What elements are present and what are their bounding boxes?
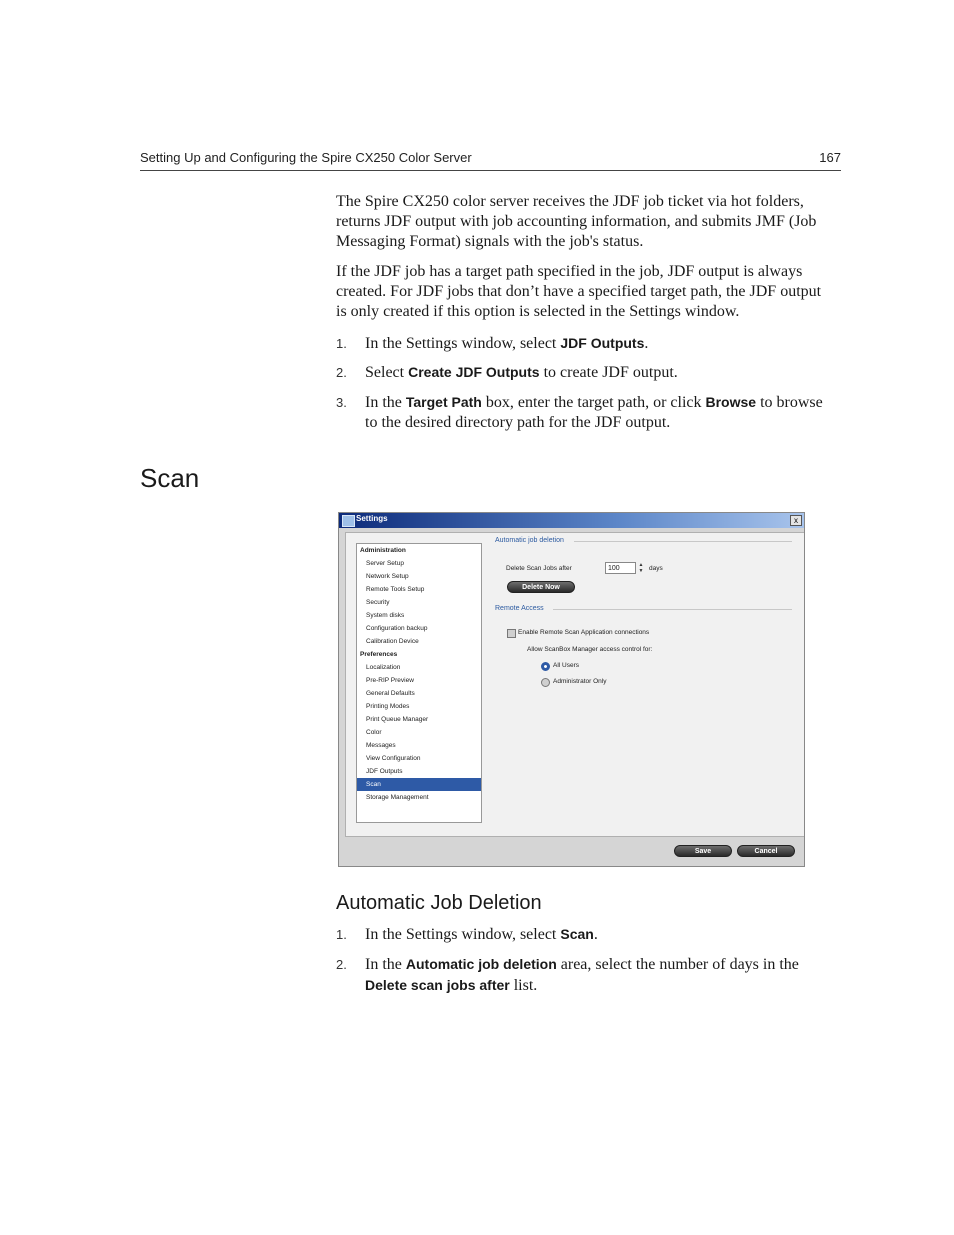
delete-after-input[interactable]: 100 (605, 562, 636, 574)
step-1: 1. In the Settings window, select Scan. (336, 926, 598, 943)
nav-item-network-setup[interactable]: Network Setup (366, 573, 409, 580)
window-titlebar (339, 513, 804, 528)
radio-administrator-only-label: Administrator Only (553, 678, 607, 685)
subsection-title: Automatic Job Deletion (336, 892, 542, 914)
header-title: Setting Up and Configuring the Spire CX250 Color Server (140, 150, 472, 165)
nav-item-remote-tools-setup[interactable]: Remote Tools Setup (366, 586, 425, 593)
step-2: 2. In the Automatic job deletion area, select the number of days in the Delete scan jobs after list. (336, 956, 799, 994)
nav-item-server-setup[interactable]: Server Setup (366, 560, 404, 567)
nav-item-security[interactable]: Security (366, 599, 390, 606)
nav-item-configuration-backup[interactable]: Configuration backup (366, 625, 428, 632)
ui-term: JDF Outputs (560, 335, 645, 351)
nav-item-storage-management[interactable]: Storage Management (366, 794, 429, 801)
ui-term: Create JDF Outputs (408, 364, 540, 380)
window-footer (339, 838, 804, 866)
nav-item-general-defaults[interactable]: General Defaults (366, 690, 415, 697)
nav-item-jdf-outputs[interactable]: JDF Outputs (366, 768, 403, 775)
auto-deletion-group-label: Automatic job deletion (495, 537, 564, 544)
running-header (140, 150, 841, 171)
allow-access-label: Allow ScanBox Manager access control for: (527, 646, 653, 653)
step-2: 2. Select Create JDF Outputs to create JDF output. (336, 364, 678, 381)
ui-term: Scan (560, 926, 594, 942)
days-label: days (649, 565, 663, 572)
remote-access-group-label: Remote Access (495, 605, 544, 612)
cancel-button[interactable]: Cancel (737, 845, 795, 857)
days-spinner-icon[interactable]: ▲ ▼ (638, 562, 644, 574)
nav-item-calibration-device[interactable]: Calibration Device (366, 638, 419, 645)
settings-panel (345, 532, 805, 837)
delete-now-button[interactable]: Delete Now (507, 581, 575, 593)
nav-item-color[interactable]: Color (366, 729, 382, 736)
ui-term: Automatic job deletion (405, 956, 557, 972)
intro-paragraph-1: The Spire CX250 color server receives the JDF job ticket via hot folders, returns JDF output with job accounting information, and submits JMF (Job Messaging Format) signals with the job's status. (336, 193, 817, 250)
step-3: 3. In the Target Path box, enter the target path, or click Browse to browse to the desired directory path for the JDF output. (336, 394, 823, 431)
nav-item-printing-modes[interactable]: Printing Modes (366, 703, 410, 710)
nav-item-messages[interactable]: Messages (366, 742, 396, 749)
nav-item-print-queue-manager[interactable]: Print Queue Manager (366, 716, 429, 723)
settings-nav (356, 543, 482, 823)
ui-term: Target Path (405, 394, 482, 410)
nav-section-administration[interactable]: Administration (360, 547, 406, 554)
nav-item-view-configuration[interactable]: View Configuration (366, 755, 421, 762)
radio-all-users[interactable] (541, 662, 550, 671)
page-number: 167 (819, 150, 841, 165)
app-icon (342, 515, 355, 527)
close-icon[interactable]: x (790, 515, 802, 526)
group-divider (553, 609, 792, 610)
radio-all-users-label: All Users (553, 662, 580, 669)
step-1: 1. In the Settings window, select JDF Outputs. (336, 335, 649, 352)
enable-remote-label: Enable Remote Scan Application connections (518, 629, 650, 636)
ui-term: Delete scan jobs after (365, 977, 510, 993)
nav-item-scan[interactable]: Scan (357, 778, 481, 791)
enable-remote-checkbox[interactable] (507, 629, 516, 638)
delete-after-label: Delete Scan Jobs after (506, 565, 572, 572)
intro-paragraph-2: If the JDF job has a target path specified in the job, JDF output is always created. For JDF jobs that don’t have a specified target path, the JDF output is only created if this option is selected in the Settings window. (336, 263, 822, 320)
nav-section-preferences[interactable]: Preferences (360, 651, 398, 658)
group-divider (574, 541, 792, 542)
nav-item-localization[interactable]: Localization (366, 664, 401, 671)
save-button[interactable]: Save (674, 845, 732, 857)
nav-item-system-disks[interactable]: System disks (366, 612, 405, 619)
settings-window (338, 512, 805, 867)
window-title: Settings (356, 514, 388, 523)
radio-administrator-only[interactable] (541, 678, 550, 687)
ui-term: Browse (705, 394, 757, 410)
section-title: Scan (140, 463, 200, 493)
nav-item-pre-rip-preview[interactable]: Pre-RIP Preview (366, 677, 414, 684)
